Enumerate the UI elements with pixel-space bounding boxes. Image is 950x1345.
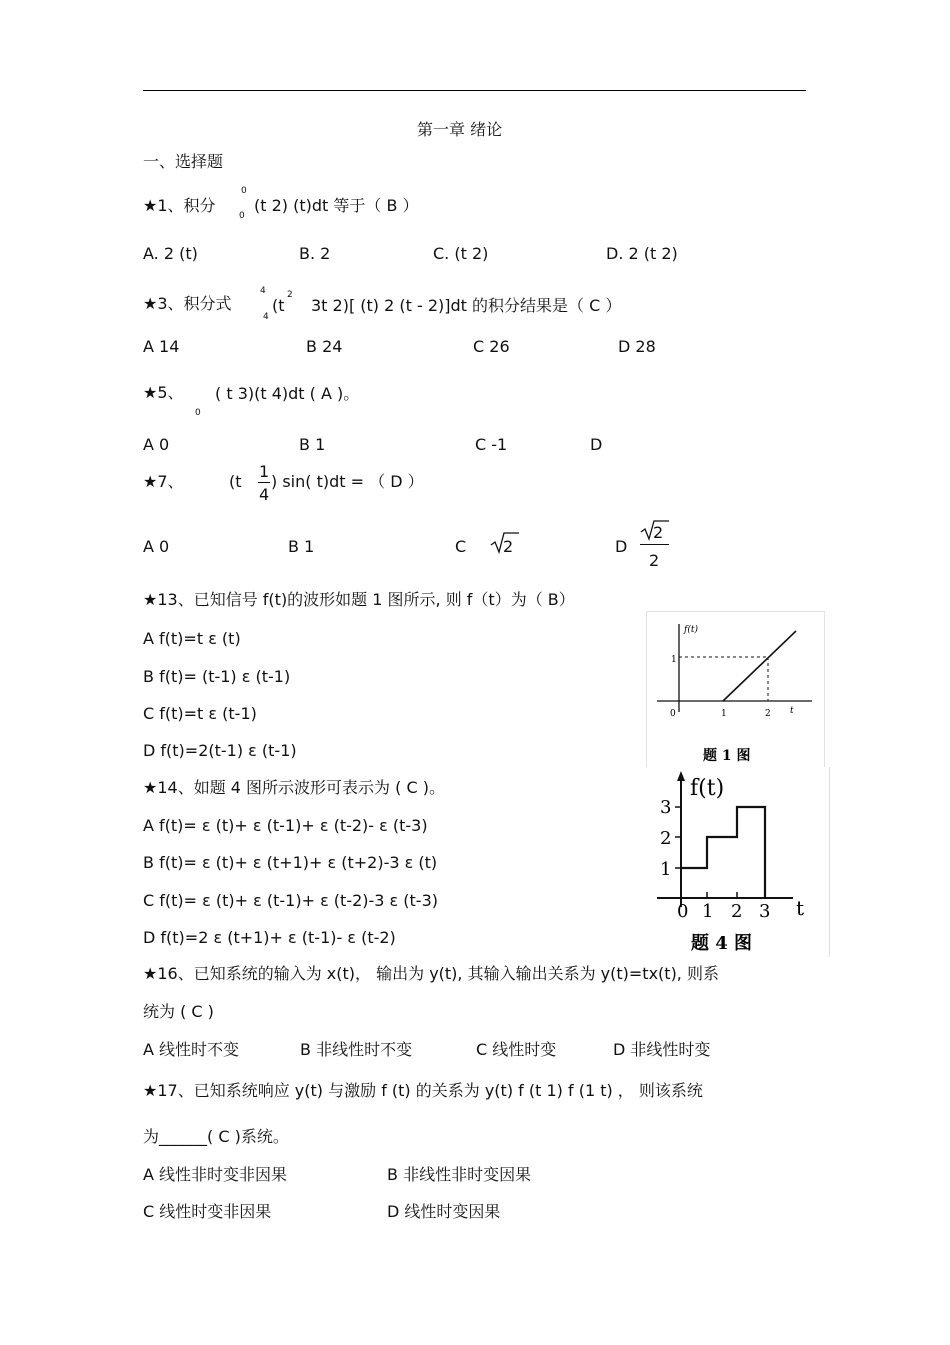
q1-label: ★1、积分	[143, 196, 216, 215]
q16-option-c: C 线性时变	[476, 1040, 557, 1059]
q13-option-a: A f(t)=t ε (t)	[143, 629, 241, 648]
q3-option-b: B 24	[306, 337, 343, 356]
q16-option-d: D 非线性时变	[613, 1040, 711, 1059]
figure-1	[646, 611, 825, 771]
q3-expression: (t	[272, 296, 285, 315]
q17-option-d: D 线性时变因果	[387, 1202, 501, 1221]
q7-option-a: A 0	[143, 537, 170, 556]
q7-option-d-bar	[640, 544, 669, 545]
q3-expression-rest: 3t 2)[ (t) 2 (t - 2)]dt 的积分结果是（ C ）	[311, 296, 622, 315]
q3-option-d: D 28	[618, 337, 656, 356]
figure-1-plot	[647, 612, 824, 770]
chapter-title: 第一章 绪论	[417, 120, 503, 139]
q3-option-c: C 26	[473, 337, 510, 356]
q7-option-b: B 1	[288, 537, 315, 556]
q17-option-c: C 线性时变非因果	[143, 1202, 272, 1221]
figure-4-ytick-3: 3	[660, 797, 672, 818]
q17-option-b: B 非线性非时变因果	[387, 1165, 532, 1184]
q1-upper-limit: 0	[241, 186, 247, 196]
q7-label: ★7、	[143, 472, 184, 491]
q3-option-a: A 14	[143, 337, 180, 356]
figure-1-xvar: t	[790, 706, 794, 716]
figure-4-xtick-1: 1	[702, 901, 714, 922]
q13-option-c: C f(t)=t ε (t-1)	[143, 704, 257, 723]
figure-4	[643, 767, 830, 957]
figure-4-xtick-0: 0	[677, 901, 689, 922]
q1-option-c: C. (t 2)	[433, 244, 489, 263]
figure-4-xtick-3: 3	[759, 901, 771, 922]
q7-option-d: D	[615, 537, 628, 556]
q5-label: ★5、	[143, 383, 184, 402]
q13-option-b: B f(t)= (t-1) ε (t-1)	[143, 667, 291, 686]
q7-option-d-den: 2	[649, 551, 660, 570]
q7-fraction-bar	[258, 482, 270, 483]
q7-fraction-num: 1	[259, 462, 270, 481]
q5-option-a: A 0	[143, 435, 170, 454]
q5-option-c: C -1	[475, 435, 508, 454]
q3-lower-limit: 4	[263, 312, 269, 322]
q7-fraction-den: 4	[259, 485, 270, 504]
q14-option-b: B f(t)= ε (t)+ ε (t+1)+ ε (t+2)-3 ε (t)	[143, 853, 438, 872]
figure-1-xtick-1: 1	[721, 709, 727, 719]
q1-expression: (t 2) (t)dt 等于（ B ）	[254, 196, 419, 215]
q14-stem: ★14、如题 4 图所示波形可表示为 ( C )。	[143, 778, 445, 797]
q7-option-c-radicand: 2	[503, 537, 514, 556]
q1-lower-limit: 0	[239, 211, 245, 221]
q7-expression-b: ) sin( t)dt = （ D ）	[271, 472, 424, 491]
figure-4-ylabel: f(t)	[690, 776, 725, 801]
q16-option-a: A 线性时不变	[143, 1040, 240, 1059]
figure-4-ytick-1: 1	[660, 859, 672, 880]
q1-option-a: A. 2 (t)	[143, 244, 198, 263]
q5-expression: ( t 3)(t 4)dt ( A )。	[215, 384, 360, 403]
q3-upper-limit: 4	[260, 286, 266, 296]
q16-option-b: B 非线性时不变	[300, 1040, 413, 1059]
q16-stem-line2: 统为 ( C )	[143, 1002, 214, 1021]
header-rule	[143, 90, 806, 91]
figure-4-xvar: t	[796, 896, 805, 920]
q14-option-c: C f(t)= ε (t)+ ε (t-1)+ ε (t-2)-3 ε (t-3)	[143, 891, 438, 910]
q14-option-d: D f(t)=2 ε (t+1)+ ε (t-1)- ε (t-2)	[143, 928, 396, 947]
q7-option-d-num: 2	[653, 523, 664, 542]
figure-1-xtick-2: 2	[765, 709, 771, 719]
q3-exponent: 2	[287, 290, 293, 300]
q13-stem: ★13、已知信号 f(t)的波形如题 1 图所示, 则 f（t）为（ B）	[143, 590, 575, 609]
q14-option-a: A f(t)= ε (t)+ ε (t-1)+ ε (t-2)- ε (t-3)	[143, 816, 428, 835]
figure-4-xtick-2: 2	[731, 901, 743, 922]
q17-option-a: A 线性非时变非因果	[143, 1165, 288, 1184]
q13-option-d: D f(t)=2(t-1) ε (t-1)	[143, 741, 297, 760]
figure-4-plot	[643, 767, 829, 957]
figure-1-xtick-0: 0	[670, 709, 676, 719]
q3-label: ★3、积分式	[143, 294, 232, 313]
q17-stem-line1: ★17、已知系统响应 y(t) 与激励 f (t) 的关系为 y(t) f (t 1) f (1 t) ， 则该系统	[143, 1081, 703, 1100]
q5-option-d: D	[590, 435, 603, 454]
staircase-waveform	[681, 807, 765, 898]
q17-stem-line2: 为______( C )系统。	[143, 1127, 289, 1146]
q7-expression-a: (t	[229, 472, 242, 491]
section-heading: 一、选择题	[143, 152, 224, 171]
q5-option-b: B 1	[299, 435, 326, 454]
figure-4-caption: 题 4 图	[691, 933, 753, 954]
q5-lower-limit: 0	[195, 408, 201, 418]
figure-1-ytick: 1	[671, 655, 677, 665]
q7-option-c: C	[455, 537, 467, 556]
ramp-line	[723, 631, 796, 701]
q16-stem-line1: ★16、已知系统的输入为 x(t)， 输出为 y(t), 其输入输出关系为 y(t)=tx(t), 则系	[143, 964, 719, 983]
q1-option-b: B. 2	[299, 244, 331, 263]
figure-1-ylabel: f(t)	[684, 625, 698, 635]
q1-option-d: D. 2 (t 2)	[606, 244, 678, 263]
figure-4-ytick-2: 2	[660, 828, 672, 849]
y-axis-arrow-icon	[677, 771, 685, 781]
figure-1-caption: 题 1 图	[703, 748, 751, 764]
